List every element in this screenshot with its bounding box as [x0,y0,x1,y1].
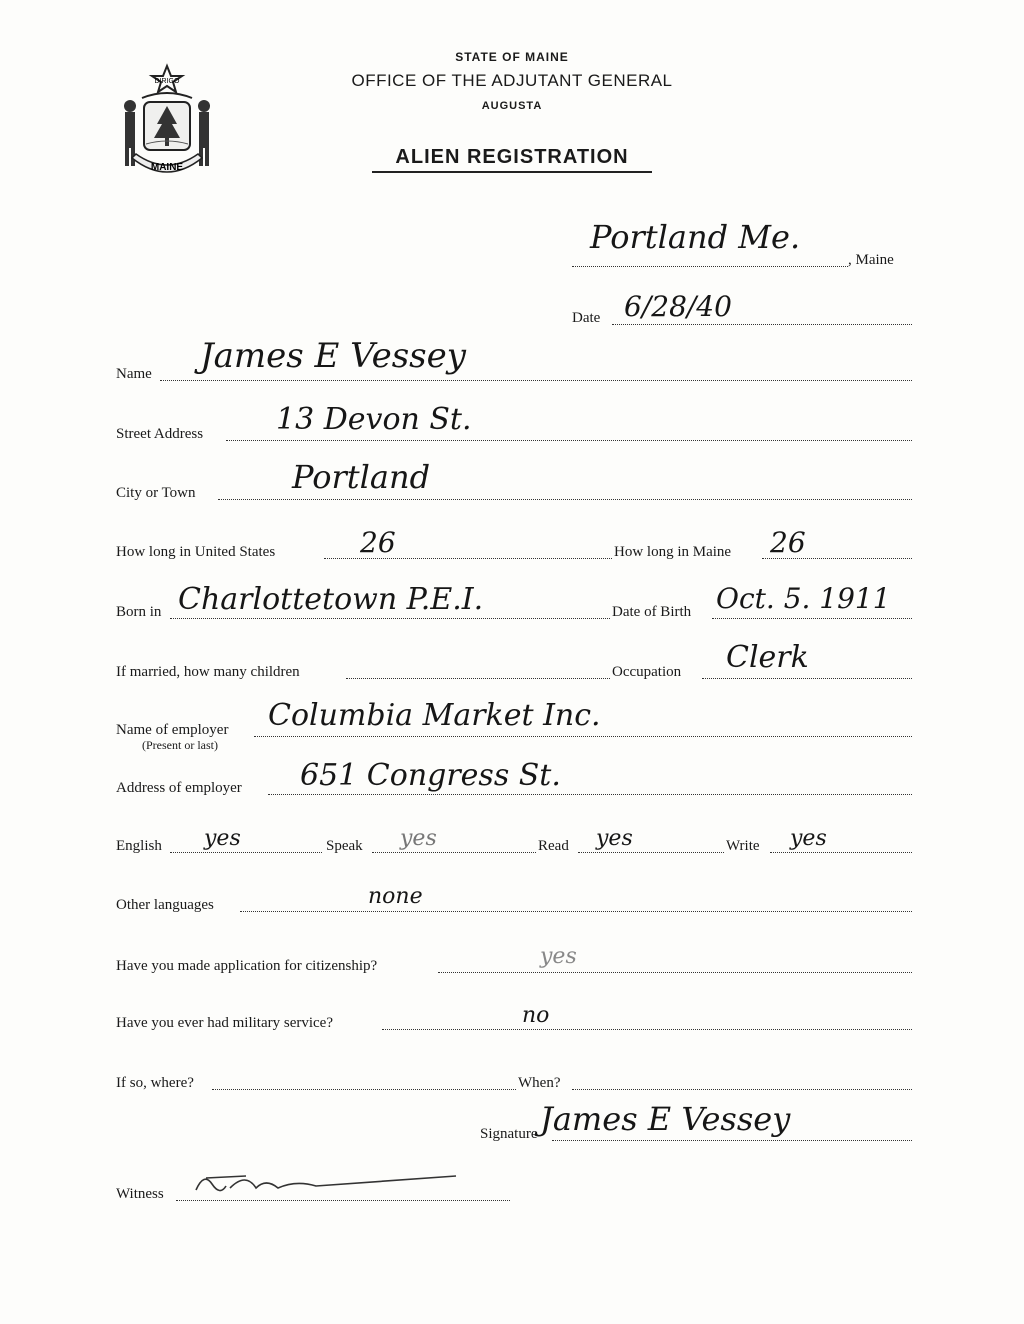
born-in-line [170,618,610,619]
city-value: Portland [292,458,431,496]
street-label: Street Address [116,426,204,442]
city-heading: AUGUSTA [481,100,543,112]
citizenship-label: Have you made application for citizenship? [116,958,378,974]
other-languages-value: none [368,884,423,909]
city-label: City or Town [116,485,196,501]
speak-label: Speak [326,838,363,854]
place-line [572,266,848,267]
english-line [170,852,322,853]
english-value: yes [204,826,241,851]
dob-label: Date of Birth [612,604,692,620]
date-value: 6/28/40 [624,290,732,323]
write-label: Write [726,838,760,854]
military-label: Have you ever had military service? [116,1015,333,1031]
office-heading: OFFICE OF THE ADJUTANT GENERAL [351,71,673,90]
dob-value: Oct. 5. 1911 [716,582,891,615]
employer-address-value: 651 Congress St. [300,758,561,793]
street-line [226,440,912,441]
read-label: Read [538,838,569,854]
state-heading: STATE OF MAINE [455,50,569,64]
maine-duration-value: 26 [770,526,806,559]
english-label: English [116,838,162,854]
seal-text: MAINE [150,162,184,173]
employer-address-line [268,794,912,795]
citizenship-value: yes [540,944,577,969]
speak-line [372,852,536,853]
name-value: James E Vessey [200,336,466,376]
where-label: If so, where? [116,1075,194,1091]
name-line [160,380,912,381]
witness-label: Witness [116,1186,164,1202]
other-languages-label: Other languages [116,897,214,913]
us-duration-value: 26 [360,526,396,559]
when-label: When? [518,1075,561,1091]
occupation-line [702,678,912,679]
maine-duration-label: How long in Maine [614,544,732,560]
employer-line [254,736,912,737]
military-value: no [522,1003,550,1028]
speak-value: yes [400,826,437,851]
born-in-label: Born in [116,604,162,620]
street-value: 13 Devon St. [276,402,472,437]
date-label: Date [572,310,601,326]
write-value: yes [790,826,827,851]
signature-value: James E Vessey [540,1100,791,1138]
when-line [572,1089,912,1090]
employer-address-label: Address of employer [116,780,242,796]
city-line [218,499,912,500]
employer-label: Name of employer [116,722,229,738]
signature-label: Signature [480,1126,538,1142]
occupation-value: Clerk [726,640,809,675]
date-line [612,324,912,325]
military-line [382,1029,912,1030]
dob-line [712,618,912,619]
read-line [578,852,724,853]
name-label: Name [116,366,152,382]
citizenship-line [438,972,912,973]
place-value: Portland Me. [590,218,801,256]
write-line [770,852,912,853]
maine-suffix: , Maine [848,252,894,268]
witness-signature-icon [186,1162,466,1202]
employer-value: Columbia Market Inc. [268,698,601,733]
employer-note: (Present or last) [142,738,218,752]
svg-text:DIRIGO: DIRIGO [154,78,180,85]
form-title: ALIEN REGISTRATION [372,146,652,173]
children-line [346,678,610,679]
other-languages-line [240,911,912,912]
children-label: If married, how many children [116,664,300,680]
read-value: yes [596,826,633,851]
occupation-label: Occupation [612,664,682,680]
signature-line [552,1140,912,1141]
where-line [212,1089,516,1090]
born-in-value: Charlottetown P.E.I. [178,582,484,617]
us-duration-label: How long in United States [116,544,276,560]
